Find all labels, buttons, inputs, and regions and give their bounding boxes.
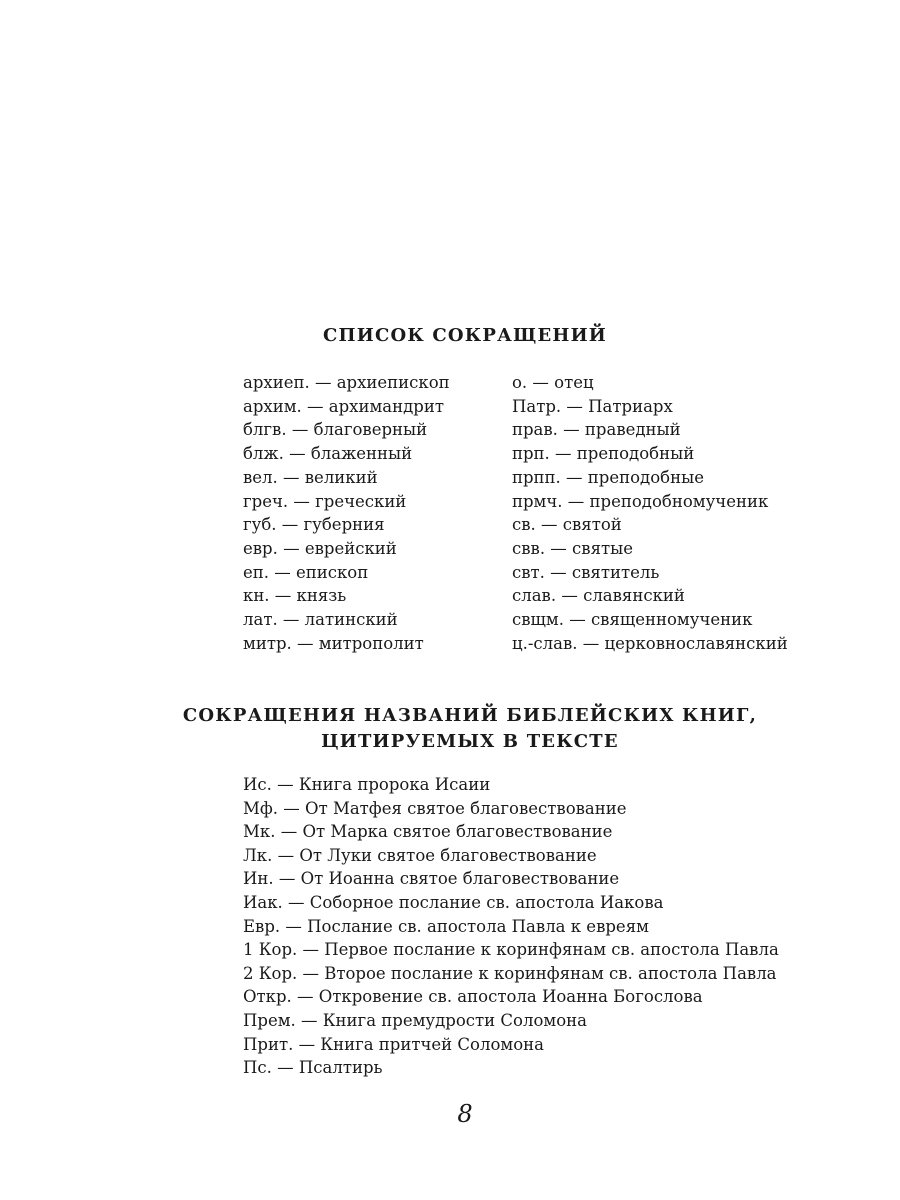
page-number: 8: [457, 1100, 473, 1128]
bible-book-entry: Мк. — От Марка святое благовествование: [243, 822, 613, 842]
abbreviation-entry: слав. — славянский: [512, 586, 685, 606]
bible-book-entry: Евр. — Послание св. апостола Павла к евреям: [243, 916, 649, 936]
abbreviation-entry: митр. — митрополит: [243, 633, 424, 653]
abbreviation-entry: прмч. — преподобномученик: [512, 491, 769, 511]
abbreviation-entry: архим. — архимандрит: [243, 396, 444, 416]
bible-book-entry: Ин. — От Иоанна святое благовествование: [243, 869, 620, 889]
abbreviation-entry: прп. — преподобный: [512, 444, 695, 464]
bible-book-entry: Пс. — Псалтирь: [243, 1058, 383, 1078]
bible-book-entry: Ис. — Книга пророка Исаии: [243, 775, 491, 794]
abbreviation-entry: свщм. — священномученик: [512, 610, 753, 630]
abbreviation-entry: греч. — греческий: [243, 491, 407, 511]
abbreviation-entry: архиеп. — архиепископ: [243, 373, 450, 392]
abbreviations-right-column: [512, 371, 812, 655]
abbreviations-columns: [243, 371, 812, 655]
abbreviation-entry: свв. — святые: [512, 538, 634, 558]
abbreviation-entry: блж. — блаженный: [243, 444, 413, 464]
bible-book-entry: 1 Кор. — Первое послание к коринфянам св. апостола Павла: [243, 940, 779, 960]
abbreviation-entry: еп. — епископ: [243, 562, 369, 582]
abbreviation-entry: лат. — латинский: [243, 610, 398, 630]
bible-books-heading-line: ЦИТИРУЕМЫХ В ТЕКСТЕ: [321, 731, 619, 752]
bible-book-entry: Мф. — От Матфея святое благовествование: [243, 798, 627, 818]
bible-book-entry: Прем. — Книга премудрости Соломона: [243, 1010, 587, 1030]
bible-books-heading-line: СОКРАЩЕНИЯ НАЗВАНИЙ БИБЛЕЙСКИХ КНИГ,: [182, 705, 758, 726]
abbreviation-entry: прпп. — преподобные: [512, 467, 704, 487]
abbreviation-entry: ц.-слав. — церковнославянский: [512, 633, 788, 653]
abbreviation-entry: о. — отец: [512, 373, 594, 392]
abbreviation-entry: Патр. — Патриарх: [512, 396, 673, 416]
abbreviation-entry: кн. — князь: [243, 586, 347, 606]
bible-book-entry: Иак. — Соборное послание св. апостола Иакова: [243, 892, 664, 912]
bible-book-entry: 2 Кор. — Второе послание к коринфянам св. апостола Павла: [243, 963, 777, 983]
bible-book-entry: Лк. — От Луки святое благовествование: [243, 845, 597, 865]
abbreviation-entry: св. — святой: [512, 515, 622, 535]
abbreviation-entry: блгв. — благоверный: [243, 420, 428, 440]
abbreviation-entry: вел. — великий: [243, 467, 378, 487]
bible-book-entry: Прит. — Книга притчей Соломона: [243, 1034, 544, 1054]
bible-book-entry: Откр. — Откровение св. апостола Иоанна Богослова: [243, 987, 703, 1007]
abbreviation-entry: евр. — еврейский: [243, 538, 397, 558]
bible-books-list: [243, 773, 779, 1080]
abbreviation-entry: прав. — праведный: [512, 420, 681, 440]
bible-books-heading: [0, 703, 900, 755]
abbreviations-heading: СПИСОК СОКРАЩЕНИЙ: [323, 325, 607, 346]
abbreviation-entry: губ. — губерния: [243, 515, 385, 535]
abbreviation-entry: свт. — святитель: [512, 562, 660, 582]
abbreviations-left-column: [243, 371, 512, 655]
